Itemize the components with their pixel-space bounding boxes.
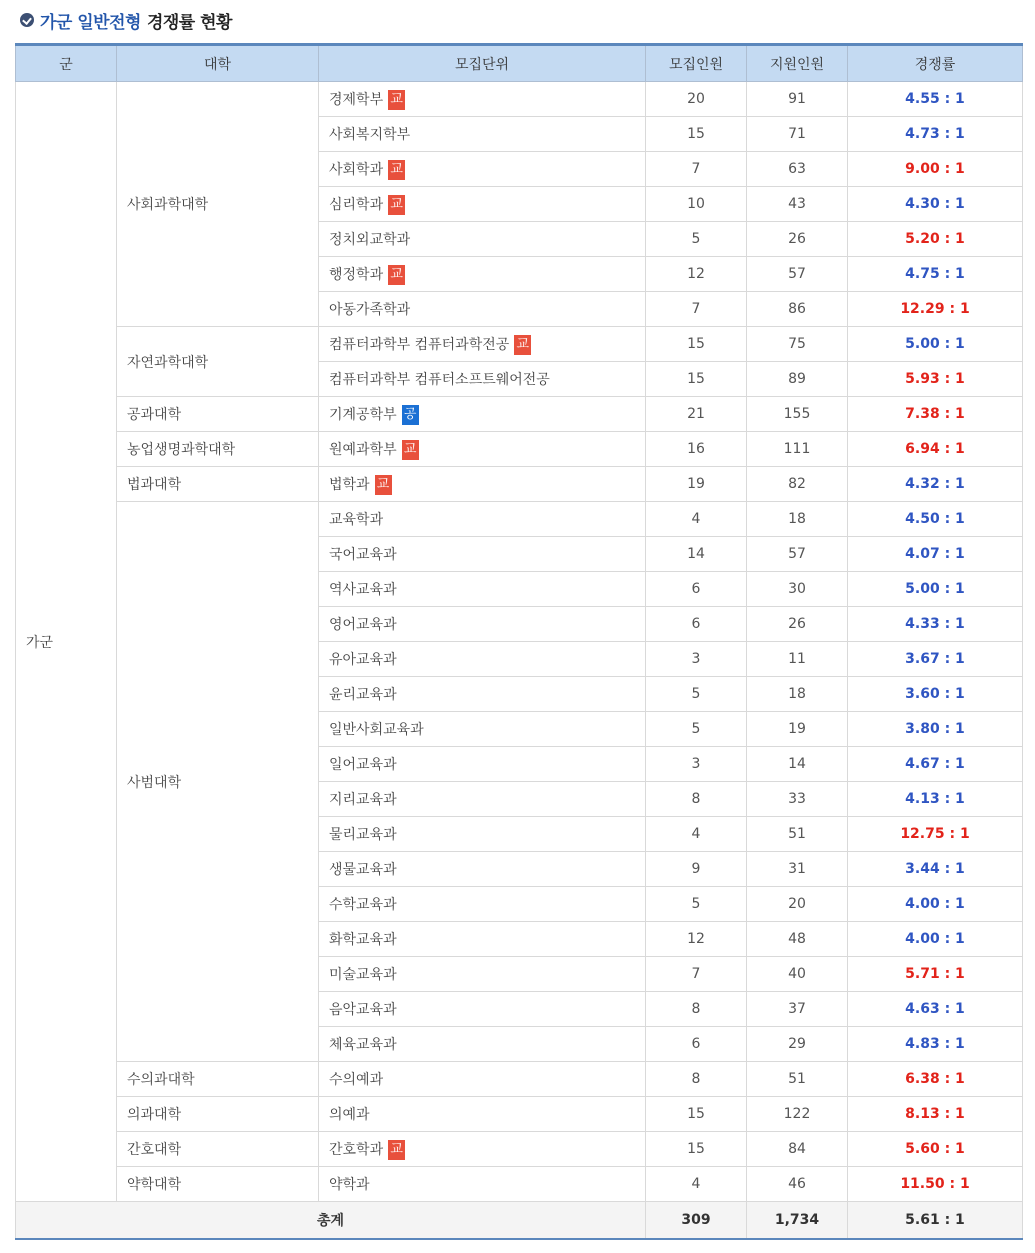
title-rest: 경쟁률 현황 (146, 12, 232, 33)
unit-name: 법학과 (329, 476, 370, 493)
rate-cell: 7.38 : 1 (848, 397, 1023, 432)
quota-cell: 8 (646, 782, 747, 817)
quota-cell: 15 (646, 362, 747, 397)
unit-cell (319, 432, 646, 467)
quota-cell: 19 (646, 467, 747, 502)
applicants-cell: 86 (747, 292, 848, 327)
rate-cell: 4.67 : 1 (848, 747, 1023, 782)
unit-name: 유아교육과 (329, 652, 397, 668)
rate-cell: 4.75 : 1 (848, 257, 1023, 292)
rate-cell: 9.00 : 1 (848, 152, 1023, 187)
unit-name: 체육교육과 (329, 1037, 397, 1053)
header-quota: 모집인원 (646, 45, 747, 82)
unit-cell (319, 817, 646, 852)
applicants-cell: 89 (747, 362, 848, 397)
rate-cell: 4.50 : 1 (848, 502, 1023, 537)
unit-name: 교육학과 (329, 512, 384, 528)
applicants-cell: 37 (747, 992, 848, 1027)
applicants-cell: 84 (747, 1132, 848, 1167)
rate-cell: 4.55 : 1 (848, 82, 1023, 117)
applicants-cell: 18 (747, 502, 848, 537)
total-row (16, 1202, 1023, 1240)
unit-name: 음악교육과 (329, 1002, 397, 1018)
unit-cell (319, 222, 646, 257)
unit-cell (319, 327, 646, 362)
rate-cell: 12.75 : 1 (848, 817, 1023, 852)
applicants-cell: 18 (747, 677, 848, 712)
rate-cell: 6.94 : 1 (848, 432, 1023, 467)
total-rate: 5.61 : 1 (848, 1202, 1023, 1240)
quota-cell: 4 (646, 502, 747, 537)
quota-cell: 10 (646, 187, 747, 222)
table-row (16, 397, 1023, 432)
unit-cell (319, 572, 646, 607)
rate-cell: 5.00 : 1 (848, 572, 1023, 607)
college-cell: 약학대학 (117, 1167, 319, 1202)
applicants-cell: 51 (747, 817, 848, 852)
quota-cell: 15 (646, 1132, 747, 1167)
college-cell: 수의과대학 (117, 1062, 319, 1097)
applicants-cell: 14 (747, 747, 848, 782)
applicants-cell: 11 (747, 642, 848, 677)
quota-cell: 5 (646, 677, 747, 712)
quota-cell: 12 (646, 257, 747, 292)
unit-cell (319, 257, 646, 292)
table-row (16, 1132, 1023, 1167)
applicants-cell: 31 (747, 852, 848, 887)
quota-cell: 5 (646, 887, 747, 922)
college-cell: 공과대학 (117, 397, 319, 432)
unit-name: 경제학부 (329, 91, 384, 108)
unit-cell (319, 782, 646, 817)
unit-badge: 교 (388, 90, 405, 110)
quota-cell: 6 (646, 572, 747, 607)
section-title (20, 7, 232, 33)
table-header-row (16, 45, 1023, 82)
total-quota: 309 (646, 1202, 747, 1240)
rate-cell: 4.30 : 1 (848, 187, 1023, 222)
header-unit: 모집단위 (319, 45, 646, 82)
quota-cell: 15 (646, 117, 747, 152)
check-circle-icon (20, 13, 34, 27)
unit-name: 간호학과 (329, 1141, 384, 1158)
unit-cell (319, 607, 646, 642)
unit-cell (319, 397, 646, 432)
unit-cell (319, 152, 646, 187)
table-row (16, 82, 1023, 117)
unit-name: 사회학과 (329, 161, 384, 178)
quota-cell: 6 (646, 607, 747, 642)
unit-cell (319, 502, 646, 537)
quota-cell: 5 (646, 712, 747, 747)
quota-cell: 21 (646, 397, 747, 432)
unit-badge: 교 (388, 265, 405, 285)
header-rate: 경쟁률 (848, 45, 1023, 82)
unit-cell (319, 1062, 646, 1097)
applicants-cell: 33 (747, 782, 848, 817)
unit-cell (319, 1027, 646, 1062)
college-cell: 농업생명과학대학 (117, 432, 319, 467)
applicants-cell: 40 (747, 957, 848, 992)
applicants-cell: 19 (747, 712, 848, 747)
unit-badge: 교 (402, 440, 419, 460)
rate-cell: 5.20 : 1 (848, 222, 1023, 257)
unit-cell (319, 712, 646, 747)
rate-cell: 8.13 : 1 (848, 1097, 1023, 1132)
quota-cell: 7 (646, 957, 747, 992)
quota-cell: 5 (646, 222, 747, 257)
header-college: 대학 (117, 45, 319, 82)
applicants-cell: 111 (747, 432, 848, 467)
applicants-cell: 57 (747, 537, 848, 572)
rate-cell: 4.00 : 1 (848, 922, 1023, 957)
header-group: 군 (16, 45, 117, 82)
table-row (16, 432, 1023, 467)
rate-cell: 5.71 : 1 (848, 957, 1023, 992)
unit-cell (319, 362, 646, 397)
unit-cell (319, 747, 646, 782)
applicants-cell: 30 (747, 572, 848, 607)
unit-name: 생물교육과 (329, 862, 397, 878)
rate-cell: 6.38 : 1 (848, 1062, 1023, 1097)
unit-name: 일어교육과 (329, 757, 397, 773)
unit-name: 기계공학부 (329, 406, 397, 423)
quota-cell: 20 (646, 82, 747, 117)
applicants-cell: 71 (747, 117, 848, 152)
unit-cell (319, 677, 646, 712)
unit-name: 수학교육과 (329, 897, 397, 913)
unit-name: 화학교육과 (329, 932, 397, 948)
unit-cell (319, 887, 646, 922)
quota-cell: 8 (646, 1062, 747, 1097)
unit-badge: 교 (514, 335, 531, 355)
unit-badge: 교 (388, 195, 405, 215)
table-body (16, 82, 1023, 1202)
unit-badge: 교 (388, 160, 405, 180)
applicants-cell: 82 (747, 467, 848, 502)
unit-cell (319, 992, 646, 1027)
rate-cell: 4.00 : 1 (848, 887, 1023, 922)
rate-cell: 4.07 : 1 (848, 537, 1023, 572)
unit-cell (319, 537, 646, 572)
unit-cell (319, 292, 646, 327)
unit-badge: 교 (375, 475, 392, 495)
rate-cell: 3.60 : 1 (848, 677, 1023, 712)
unit-name: 영어교육과 (329, 617, 397, 633)
unit-name: 컴퓨터과학부 컴퓨터소프트웨어전공 (329, 372, 550, 388)
quota-cell: 3 (646, 642, 747, 677)
title-highlight: 가군 일반전형 (40, 12, 141, 33)
unit-name: 의예과 (329, 1107, 370, 1123)
rate-cell: 3.80 : 1 (848, 712, 1023, 747)
unit-name: 일반사회교육과 (329, 722, 424, 738)
applicants-cell: 75 (747, 327, 848, 362)
unit-name: 수의예과 (329, 1072, 384, 1088)
unit-name: 심리학과 (329, 196, 384, 213)
total-label: 총계 (16, 1202, 646, 1240)
unit-cell (319, 852, 646, 887)
unit-name: 윤리교육과 (329, 687, 397, 703)
table-row (16, 1167, 1023, 1202)
rate-cell: 4.63 : 1 (848, 992, 1023, 1027)
quota-cell: 4 (646, 1167, 747, 1202)
quota-cell: 4 (646, 817, 747, 852)
rate-cell: 11.50 : 1 (848, 1167, 1023, 1202)
applicants-cell: 63 (747, 152, 848, 187)
table-row (16, 502, 1023, 537)
unit-name: 아동가족학과 (329, 302, 411, 318)
college-cell: 법과대학 (117, 467, 319, 502)
rate-cell: 4.32 : 1 (848, 467, 1023, 502)
unit-name: 원예과학부 (329, 441, 397, 458)
rate-cell: 4.83 : 1 (848, 1027, 1023, 1062)
quota-cell: 15 (646, 1097, 747, 1132)
rate-cell: 4.13 : 1 (848, 782, 1023, 817)
unit-name: 역사교육과 (329, 582, 397, 598)
unit-name: 사회복지학부 (329, 127, 411, 143)
applicants-cell: 46 (747, 1167, 848, 1202)
unit-cell (319, 1132, 646, 1167)
unit-cell (319, 117, 646, 152)
unit-name: 지리교육과 (329, 792, 397, 808)
unit-name: 미술교육과 (329, 967, 397, 983)
unit-cell (319, 1167, 646, 1202)
quota-cell: 7 (646, 152, 747, 187)
unit-cell (319, 467, 646, 502)
college-cell: 간호대학 (117, 1132, 319, 1167)
unit-cell (319, 82, 646, 117)
applicants-cell: 43 (747, 187, 848, 222)
college-cell: 의과대학 (117, 1097, 319, 1132)
header-applicants: 지원인원 (747, 45, 848, 82)
unit-name: 물리교육과 (329, 827, 397, 843)
quota-cell: 9 (646, 852, 747, 887)
rate-cell: 12.29 : 1 (848, 292, 1023, 327)
unit-cell (319, 642, 646, 677)
quota-cell: 16 (646, 432, 747, 467)
unit-cell (319, 187, 646, 222)
unit-badge: 공 (402, 405, 419, 425)
college-cell: 사범대학 (117, 502, 319, 1062)
unit-cell (319, 922, 646, 957)
unit-cell (319, 1097, 646, 1132)
table-row (16, 1097, 1023, 1132)
applicants-cell: 26 (747, 222, 848, 257)
college-cell: 자연과학대학 (117, 327, 319, 397)
table-row (16, 1062, 1023, 1097)
unit-name: 약학과 (329, 1177, 370, 1193)
table-row (16, 327, 1023, 362)
rate-cell: 5.60 : 1 (848, 1132, 1023, 1167)
applicants-cell: 48 (747, 922, 848, 957)
rate-cell: 5.00 : 1 (848, 327, 1023, 362)
table-row (16, 467, 1023, 502)
unit-cell (319, 957, 646, 992)
total-applicants: 1,734 (747, 1202, 848, 1240)
quota-cell: 14 (646, 537, 747, 572)
applicants-cell: 155 (747, 397, 848, 432)
quota-cell: 6 (646, 1027, 747, 1062)
applicants-cell: 122 (747, 1097, 848, 1132)
applicants-cell: 29 (747, 1027, 848, 1062)
rate-cell: 4.33 : 1 (848, 607, 1023, 642)
quota-cell: 7 (646, 292, 747, 327)
rate-cell: 3.44 : 1 (848, 852, 1023, 887)
unit-name: 정치외교학과 (329, 232, 411, 248)
college-cell: 사회과학대학 (117, 82, 319, 327)
unit-name: 국어교육과 (329, 547, 397, 563)
applicants-cell: 57 (747, 257, 848, 292)
group-cell: 가군 (16, 82, 117, 1202)
unit-badge: 교 (388, 1140, 405, 1160)
quota-cell: 12 (646, 922, 747, 957)
quota-cell: 15 (646, 327, 747, 362)
competition-rate-table (15, 43, 1023, 1240)
rate-cell: 4.73 : 1 (848, 117, 1023, 152)
quota-cell: 3 (646, 747, 747, 782)
rate-cell: 3.67 : 1 (848, 642, 1023, 677)
unit-name: 행정학과 (329, 266, 384, 283)
applicants-cell: 20 (747, 887, 848, 922)
quota-cell: 8 (646, 992, 747, 1027)
rate-cell: 5.93 : 1 (848, 362, 1023, 397)
applicants-cell: 51 (747, 1062, 848, 1097)
unit-name: 컴퓨터과학부 컴퓨터과학전공 (329, 336, 510, 353)
applicants-cell: 91 (747, 82, 848, 117)
applicants-cell: 26 (747, 607, 848, 642)
